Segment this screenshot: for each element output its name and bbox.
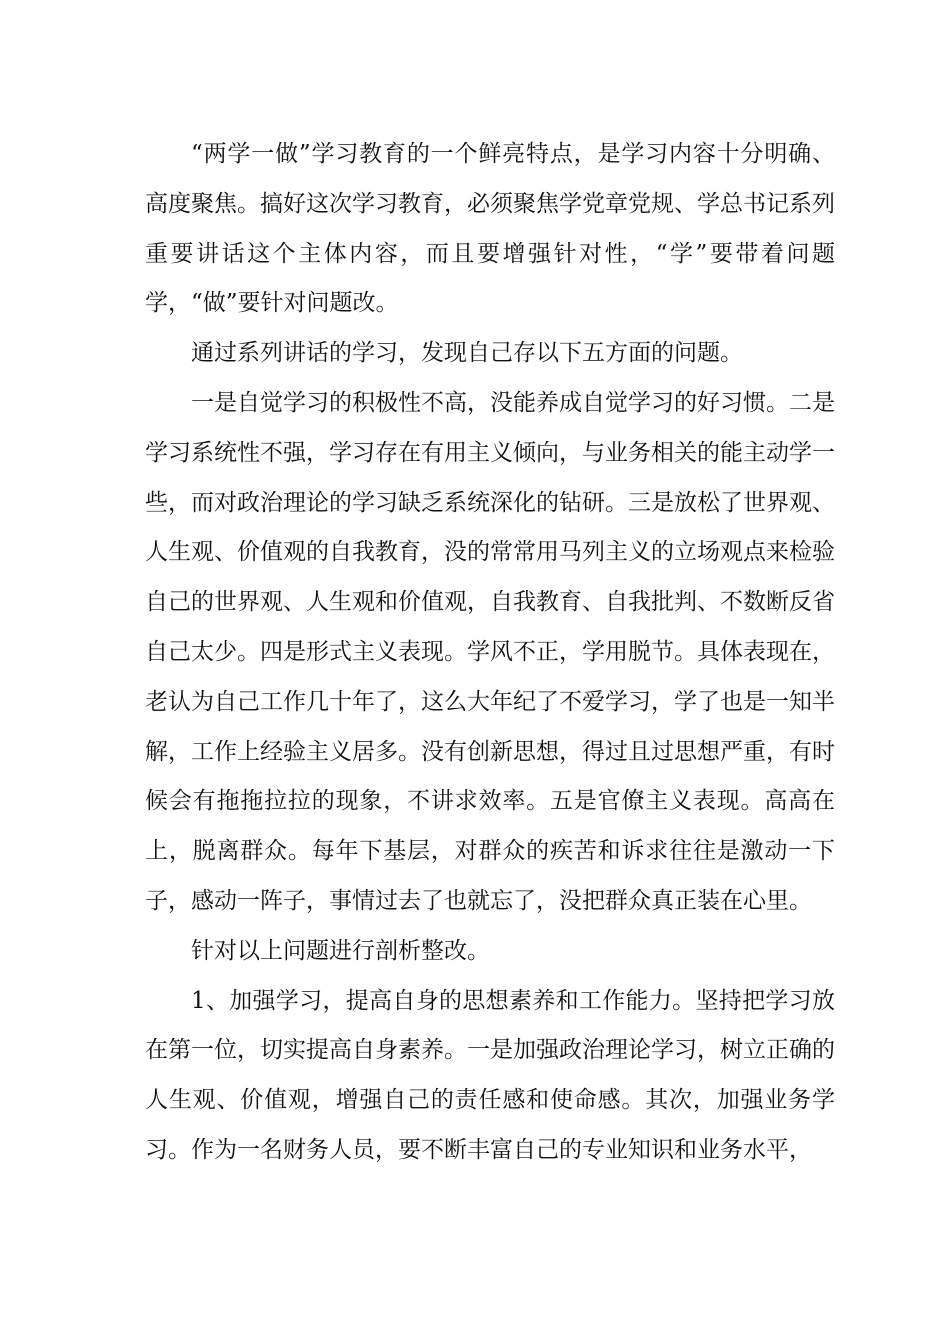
paragraph-problems-list: 一是自觉学习的积极性不高，没能养成自觉学习的好习惯。二是学习系统性不强，学习存在有用主义倾向，与业务相关的能主动学一些，而对政治理论的学习缺乏系统深化的钻研。三是放松了世界观、人生观、价值观的自我教育，没的常常用马列主义的立场观点来检验自己的世界观、人生观和价值观，自我教育、自我批判、不数断反省自己太少。四是形式主义表现。学风不正，学用脱节。具体表现在，老认为自己工作几十年了，这么大年纪了不爱学习，学了也是一知半解，工作上经验主义居多。没有创新思想，得过且过思想严重，有时候会有拖拖拉拉的现象，不讲求效率。五是官僚主义表现。高高在上，脱离群众。每年下基层，对群众的疾苦和诉求往往是激动一下子，感动一阵子，事情过去了也就忘了，没把群众真正装在心里。 bbox=[145, 389, 835, 914]
paragraph-problems-lead: 通过系列讲话的学习，发现自己存以下五方面的问题。 bbox=[191, 340, 743, 367]
paragraph-rectification-lead: 针对以上问题进行剖析整改。 bbox=[191, 937, 490, 964]
paragraph-intro: “两学一做”学习教育的一个鲜亮特点，是学习内容十分明确、高度聚焦。搞好这次学习教育，必须聚焦学党章党规、学总书记系列重要讲话这个主体内容，而且要增强针对性，“学”要带着问题学，“做”要针对问题改。 bbox=[145, 141, 835, 317]
paragraph-rectification-item-1: 1、加强学习，提高自身的思想素养和工作能力。坚持把学习放在第一位，切实提高自身素养。一是加强政治理论学习，树立正确的人生观、价值观，增强自己的责任感和使命感。其次，加强业务学习。作为一名财务人员，要不断丰富自己的专业知识和业务水平， bbox=[145, 987, 835, 1163]
document-body bbox=[145, 130, 835, 1176]
